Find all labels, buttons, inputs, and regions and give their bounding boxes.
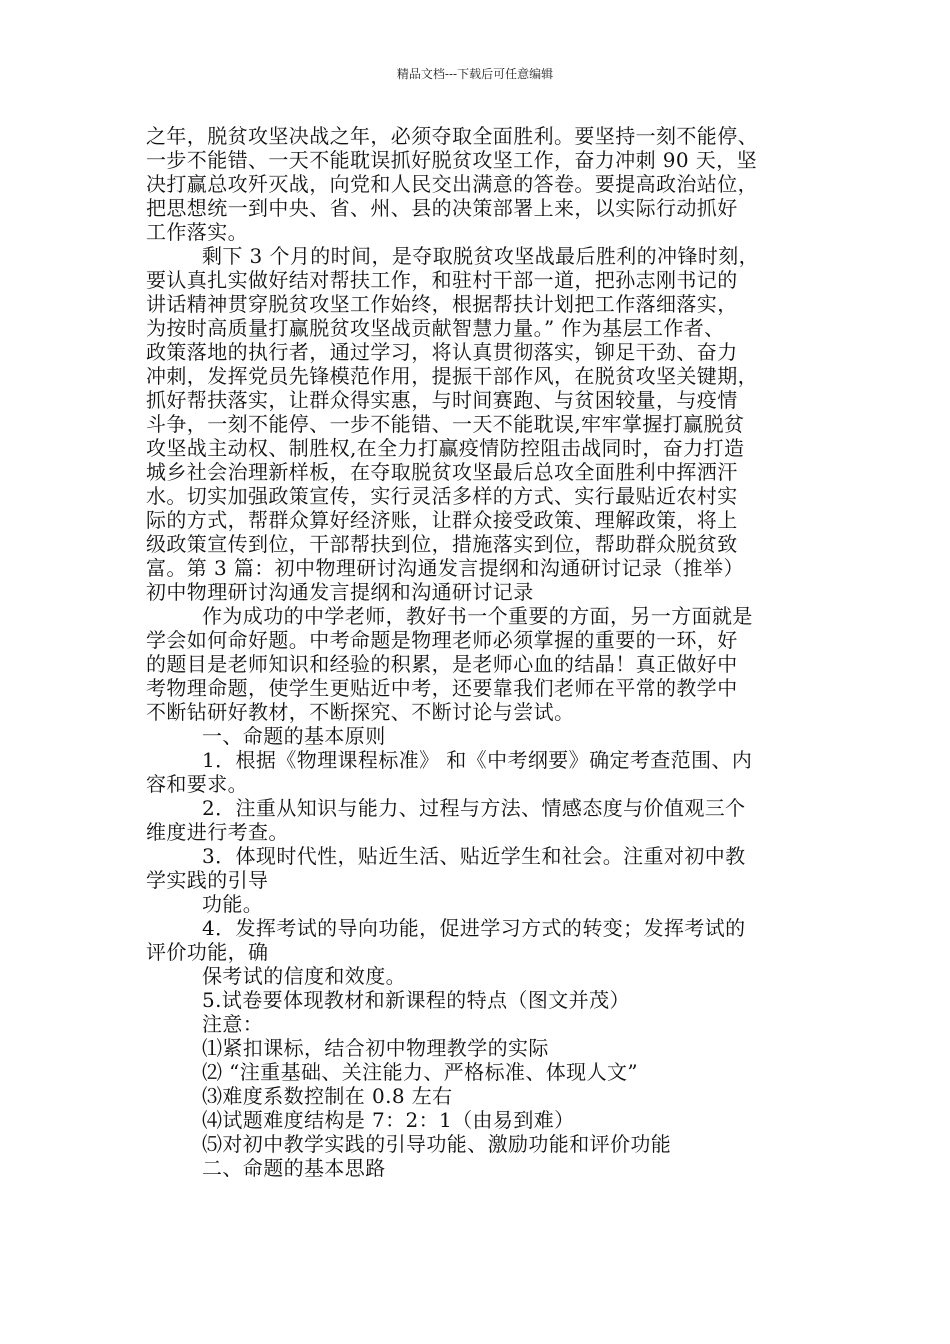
text-line: 5.试卷要体现教材和新课程的特点（图文并茂） — [202, 988, 630, 1012]
text-line: 注意： — [202, 1012, 264, 1036]
text-line: 评价功能，确 — [146, 940, 269, 964]
text-line: 1．根据《物理课程标准》 和《中考纲要》确定考查范围、内 — [202, 748, 753, 772]
text-line: 作为成功的中学老师，教好书一个重要的方面，另一方面就是 — [202, 604, 753, 628]
text-line: 水。切实加强政策宣传，实行灵活多样的方式、实行最贴近农村实 — [146, 484, 738, 508]
text-line: 容和要求。 — [146, 772, 248, 796]
text-line: 级政策宣传到位，干部帮扶到位，措施落实到位，帮助群众脱贫致 — [146, 532, 738, 556]
text-line: ⑶难度系数控制在 0.8 左右 — [202, 1084, 453, 1108]
text-line: 要认真扎实做好结对帮扶工作，和驻村干部一道，把孙志刚书记的 — [146, 268, 738, 292]
text-line: 二、命题的基本思路 — [202, 1156, 386, 1180]
text-line: 3．体现时代性，贴近生活、贴近学生和社会。注重对初中教 — [202, 844, 746, 868]
text-line: 初中物理研讨沟通发言提纲和沟通研讨记录 — [146, 580, 534, 604]
text-line: 政策落地的执行者，通过学习，将认真贯彻落实，铆足干劲、奋力 — [146, 340, 738, 364]
text-line: 2．注重从知识与能力、过程与方法、情感态度与价值观三个 — [202, 796, 746, 820]
text-line: 抓好帮扶落实，让群众得实惠，与时间赛跑、与贫困较量，与疫情 — [146, 388, 738, 412]
text-line: 工作落实。 — [146, 220, 248, 244]
text-line: 为按时高质量打赢脱贫攻坚战贡献智慧力量。” 作为基层工作者、 — [146, 316, 725, 340]
document-body — [146, 124, 814, 1180]
text-line: 学会如何命好题。中考命题是物理老师必须掌握的重要的一环，好 — [146, 628, 738, 652]
text-line: 的题目是老师知识和经验的积累，是老师心血的结晶！真正做好中 — [146, 652, 738, 676]
text-line: 城乡社会治理新样板，在夺取脱贫攻坚最后总攻全面胜利中挥洒汗 — [146, 460, 738, 484]
text-line: 讲话精神贯穿脱贫攻坚工作始终，根据帮扶计划把工作落细落实， — [146, 292, 738, 316]
text-line: ⑸对初中教学实践的引导功能、激励功能和评价功能 — [202, 1132, 672, 1156]
text-line: 冲刺，发挥党员先锋模范作用，提振干部作风，在脱贫攻坚关键期， — [146, 364, 758, 388]
text-line: ⑵ “注重基础、关注能力、严格标准、体现人文” — [202, 1060, 639, 1084]
text-line: 学实践的引导 — [146, 868, 269, 892]
text-line: 一步不能错、一天不能耽误抓好脱贫攻坚工作，奋力冲刺 90 天，坚 — [146, 148, 757, 172]
text-line: 把思想统一到中央、省、州、县的决策部署上来，以实际行动抓好 — [146, 196, 738, 220]
text-line: 攻坚战主动权、制胜权,在全力打赢疫情防控阻击战同时，奋力打造 — [146, 436, 745, 460]
text-line: 富。第 3 篇：初中物理研讨沟通发言提纲和沟通研讨记录（推举） — [146, 556, 744, 580]
text-line: 维度进行考查。 — [146, 820, 289, 844]
text-line: 功能。 — [202, 892, 264, 916]
text-line: 考物理命题，使学生更贴近中考，还要靠我们老师在平常的教学中 — [146, 676, 738, 700]
text-line: 斗争，一刻不能停、一步不能错、一天不能耽误,牢牢掌握打赢脱贫 — [146, 412, 745, 436]
text-line: 4．发挥考试的导向功能，促进学习方式的转变；发挥考试的 — [202, 916, 746, 940]
text-line: 一、命题的基本原则 — [202, 724, 386, 748]
text-line: 剩下 3 个月的时间，是夺取脱贫攻坚战最后胜利的冲锋时刻， — [202, 244, 760, 268]
text-line: 决打赢总攻歼灭战，向党和人民交出满意的答卷。要提高政治站位， — [146, 172, 758, 196]
text-line: ⑴紧扣课标，结合初中物理教学的实际 — [202, 1036, 549, 1060]
text-line: ⑷试题难度结构是 7：2：1（由易到难） — [202, 1108, 575, 1132]
text-line: 际的方式，帮群众算好经济账，让群众接受政策、理解政策，将上 — [146, 508, 738, 532]
text-line: 不断钻研好教材，不断探究、不断讨论与尝试。 — [146, 700, 575, 724]
page-header: 精品文档---下载后可任意编辑 — [396, 67, 554, 81]
text-line: 保考试的信度和效度。 — [202, 964, 406, 988]
text-line: 之年，脱贫攻坚决战之年，必须夺取全面胜利。要坚持一刻不能停、 — [146, 124, 758, 148]
